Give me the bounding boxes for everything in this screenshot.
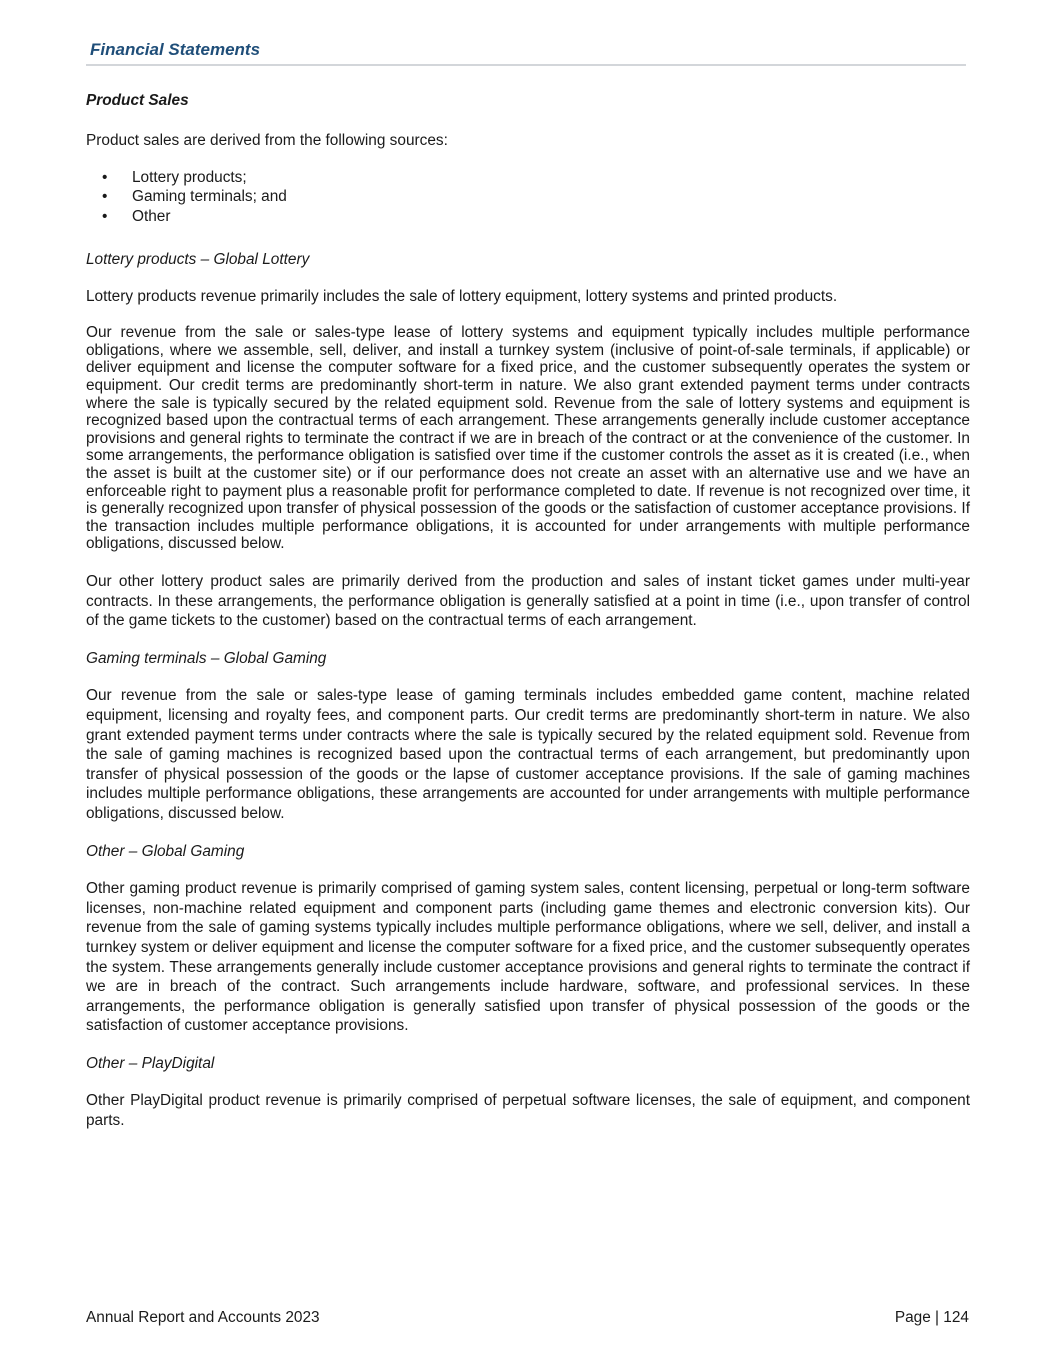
footer-page-number: Page | 124 [894,1309,969,1326]
paragraph: Other PlayDigital product revenue is primarily comprised of perpetual software licenses, the sale of equipment, and component parts. [86,1092,970,1130]
list-item [86,208,970,228]
main-content [86,92,970,1150]
paragraph: Other gaming product revenue is primarily comprised of gaming system sales, content licensing, perpetual or long-term software licenses, non-machine related equipment and component parts (including game themes and electronic conversion kits). Our revenue from the sale of gaming systems typically includes multiple performance obligations, where we sell, deliver, and install a turnkey system or deliver equipment and license the computer software for a fixed price, and the customer subsequently operates the system. These arrangements generally include customer acceptance provisions and general rights to terminate the contract if we are in breach of the contract. Such arrangements include hardware, software, and professional services. In these arrangements, the performance obligation is generally satisfied upon transfer of physical possession of the goods or the satisfaction of customer acceptance provisions. [86,880,970,1035]
list-item [86,169,970,189]
bullet-icon: • [102,207,108,225]
header-title: Financial Statements [90,40,261,59]
list-item-text: Gaming terminals; and [132,188,287,206]
list-item-text: Lottery products; [132,168,247,186]
source-list [86,169,970,228]
paragraph: Lottery products revenue primarily includes the sale of lottery equipment, lottery systems and printed products. [86,287,838,305]
list-item [86,188,970,208]
subheading-lottery: Lottery products – Global Lottery [86,251,310,269]
bullet-icon: • [102,188,108,206]
paragraph: Our revenue from the sale or sales-type lease of gaming terminals includes embedded game content, machine related equipment, licensing and royalty fees, and component parts. Our credit terms are predominantly short-term in nature. We also grant extended payment terms under contracts where the sale is typically secured by the related equipment sold. Revenue from the sale of gaming machines is recognized based upon the contractual terms of each arrangement, but predominantly upon transfer of physical possession of the goods or the lapse of customer acceptance provisions. If the sale of gaming machines includes multiple performance obligations, these arrangements are accounted for under arrangements with multiple performance obligations, discussed below. [86,687,970,822]
paragraph: Our other lottery product sales are primarily derived from the production and sales of instant ticket games under multi-year contracts. In these arrangements, the performance obligation is generally satisfied at a point in time (i.e., upon transfer of control of the game tickets to the customer) based on the contractual terms of each arrangement. [86,573,970,630]
paragraph: Our revenue from the sale or sales-type lease of lottery systems and equipment typically includes multiple performance obligations, where we assemble, sell, deliver, and install a turnkey system (inclusive of point-of-sale terminals, if applicable) or deliver equipment and license the computer software for a fixed price, and the customer subsequently operates the system or equipment. Our credit terms are predominantly short-term in nature. We also grant extended payment terms under contracts where the sale is typically secured by the related equipment sold. Revenue from the sale of lottery systems and equipment is recognized based upon the contractual terms of each arrangement. These arrangements generally include customer acceptance provisions and general rights to terminate the contract if we are in breach of the contract or at the convenience of the customer. In some arrangements, the performance obligation is satisfied over time if the customer controls the asset as it is created (i.e., when the asset is built at the customer site) or if our performance does not create an asset with an alternative use and we have an enforceable right to payment plus a reasonable profit for performance completed to date. If revenue is not recognized over time, it is generally recognized upon transfer of physical possession of the goods or the satisfaction of customer acceptance provisions. If the transaction includes multiple performance obligations, it is accounted for under arrangements with multiple performance obligations, discussed below. [86,324,970,553]
subheading-other-playdigital: Other – PlayDigital [86,1054,215,1072]
section-title: Product Sales [86,92,189,109]
page-header [86,38,966,66]
subheading-other-gaming: Other – Global Gaming [86,842,245,860]
footer-report-title: Annual Report and Accounts 2023 [86,1309,320,1326]
list-item-text: Other [132,207,171,225]
bullet-icon: • [102,168,108,186]
subheading-gaming-terminals: Gaming terminals – Global Gaming [86,649,327,667]
section-intro: Product sales are derived from the following sources: [86,132,448,149]
